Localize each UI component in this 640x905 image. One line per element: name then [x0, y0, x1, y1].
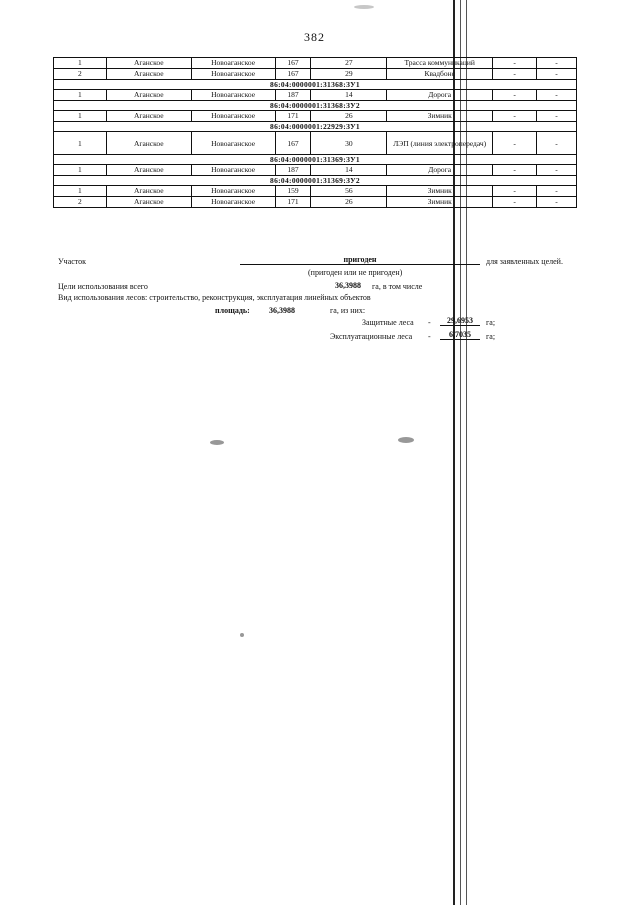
lot-purpose: Зимник	[387, 197, 493, 208]
scan-smudge	[210, 440, 224, 445]
district-forestry-name: Новоаганское	[191, 165, 275, 176]
table-row	[54, 165, 577, 176]
parcel-header-row	[54, 80, 577, 90]
lot-purpose: Дорога	[387, 165, 493, 176]
quarter-number: 167	[275, 132, 311, 155]
parcel-cadastral-number: 86:04:0000001:31369:ЗУ1	[54, 155, 577, 165]
district-forestry-name: Новоаганское	[191, 58, 275, 69]
scan-smudge	[354, 5, 374, 9]
lot-extra-col-2: -	[537, 132, 577, 155]
quarter-number: 167	[275, 58, 311, 69]
forestry-name: Аганское	[106, 186, 191, 197]
forestry-name: Аганское	[106, 90, 191, 101]
lot-purpose: ЛЭП (линия электропередач)	[387, 132, 493, 155]
district-forestry-name: Новоаганское	[191, 69, 275, 80]
area-suffix: га, из них:	[330, 306, 366, 315]
parcel-cadastral-number: 86:04:0000001:31369:ЗУ2	[54, 176, 577, 186]
lot-number: 1	[54, 58, 107, 69]
table-row	[54, 186, 577, 197]
parcel-header-row	[54, 155, 577, 165]
lot-number: 1	[54, 90, 107, 101]
total-area-suffix: га, в том числе	[372, 282, 423, 291]
forestry-name: Аганское	[106, 132, 191, 155]
table-row	[54, 111, 577, 122]
section-number: 26	[311, 111, 387, 122]
exploitation-forest-unit: га;	[486, 332, 496, 341]
lot-extra-col-1: -	[493, 111, 537, 122]
lot-extra-col-2: -	[537, 69, 577, 80]
quarter-number: 171	[275, 197, 311, 208]
suitability-value: пригоден	[240, 255, 480, 265]
lot-extra-col-2: -	[537, 186, 577, 197]
section-number: 56	[311, 186, 387, 197]
quarter-number: 159	[275, 186, 311, 197]
section-number: 14	[311, 90, 387, 101]
lot-number: 2	[54, 197, 107, 208]
forestry-name: Аганское	[106, 197, 191, 208]
usage-type: Вид использования лесов: строительство, реконструкция, эксплуатация линейных объектов	[58, 293, 371, 302]
section-number: 27	[311, 58, 387, 69]
lot-extra-col-2: -	[537, 58, 577, 69]
lot-purpose: Трасса коммуникаций	[387, 58, 493, 69]
exploitation-forest-label: Эксплуатационные леса	[330, 332, 413, 341]
area-label: площадь:	[215, 306, 250, 315]
scan-smudge	[398, 437, 414, 443]
district-forestry-name: Новоаганское	[191, 132, 275, 155]
parcel-header-row	[54, 122, 577, 132]
exploitation-forest-dash: -	[428, 332, 431, 341]
protective-forest-dash: -	[428, 318, 431, 327]
table-row	[54, 58, 577, 69]
section-number: 29	[311, 69, 387, 80]
area-value: 36,3988	[269, 306, 295, 315]
forestry-name: Аганское	[106, 58, 191, 69]
district-forestry-name: Новоаганское	[191, 197, 275, 208]
protective-forest-unit: га;	[486, 318, 496, 327]
lot-extra-col-2: -	[537, 165, 577, 176]
quarter-number: 187	[275, 90, 311, 101]
table-row	[54, 69, 577, 80]
lot-number: 1	[54, 132, 107, 155]
lot-extra-col-2: -	[537, 111, 577, 122]
total-area-value: 36,3988	[335, 281, 361, 290]
district-forestry-name: Новоаганское	[191, 186, 275, 197]
forest-lots-table-body	[54, 58, 577, 208]
parcel-header-row	[54, 176, 577, 186]
exploitation-forest-value: 6,7035	[440, 330, 480, 340]
lot-number: 1	[54, 111, 107, 122]
section-number: 14	[311, 165, 387, 176]
parcel-cadastral-number: 86:04:0000001:31368:ЗУ2	[54, 101, 577, 111]
lot-purpose: Квадбонс	[387, 69, 493, 80]
quarter-number: 171	[275, 111, 311, 122]
lot-extra-col-1: -	[493, 197, 537, 208]
lot-purpose: Зимник	[387, 111, 493, 122]
lot-extra-col-1: -	[493, 132, 537, 155]
parcel-header-row	[54, 101, 577, 111]
table-row	[54, 90, 577, 101]
parcel-cadastral-number: 86:04:0000001:22929:ЗУ1	[54, 122, 577, 132]
lot-extra-col-1: -	[493, 165, 537, 176]
lot-extra-col-1: -	[493, 69, 537, 80]
total-area-label: Цели использования всего	[58, 282, 148, 291]
forestry-name: Аганское	[106, 165, 191, 176]
lot-extra-col-1: -	[493, 58, 537, 69]
section-number: 26	[311, 197, 387, 208]
lot-extra-col-1: -	[493, 186, 537, 197]
district-forestry-name: Новоаганское	[191, 111, 275, 122]
quarter-number: 167	[275, 69, 311, 80]
table-row	[54, 132, 577, 155]
suitability-caption: (пригоден или не пригоден)	[308, 268, 403, 277]
lot-extra-col-1: -	[493, 90, 537, 101]
suitability-suffix: для заявленных целей.	[486, 257, 563, 266]
lot-purpose: Дорога	[387, 90, 493, 101]
forest-lots-table	[53, 57, 577, 208]
lot-number: 1	[54, 165, 107, 176]
table-row	[54, 197, 577, 208]
district-forestry-name: Новоаганское	[191, 90, 275, 101]
quarter-number: 187	[275, 165, 311, 176]
scan-smudge	[240, 633, 244, 637]
section-number: 30	[311, 132, 387, 155]
protective-forest-label: Защитные леса	[362, 318, 414, 327]
lot-number: 1	[54, 186, 107, 197]
plot-label: Участок	[58, 257, 87, 266]
forestry-name: Аганское	[106, 111, 191, 122]
page-number: 382	[304, 30, 325, 44]
lot-extra-col-2: -	[537, 90, 577, 101]
protective-forest-value: 29,6953	[440, 316, 480, 326]
parcel-cadastral-number: 86:04:0000001:31368:ЗУ1	[54, 80, 577, 90]
lot-extra-col-2: -	[537, 197, 577, 208]
forestry-name: Аганское	[106, 69, 191, 80]
lot-number: 2	[54, 69, 107, 80]
lot-purpose: Зимник	[387, 186, 493, 197]
